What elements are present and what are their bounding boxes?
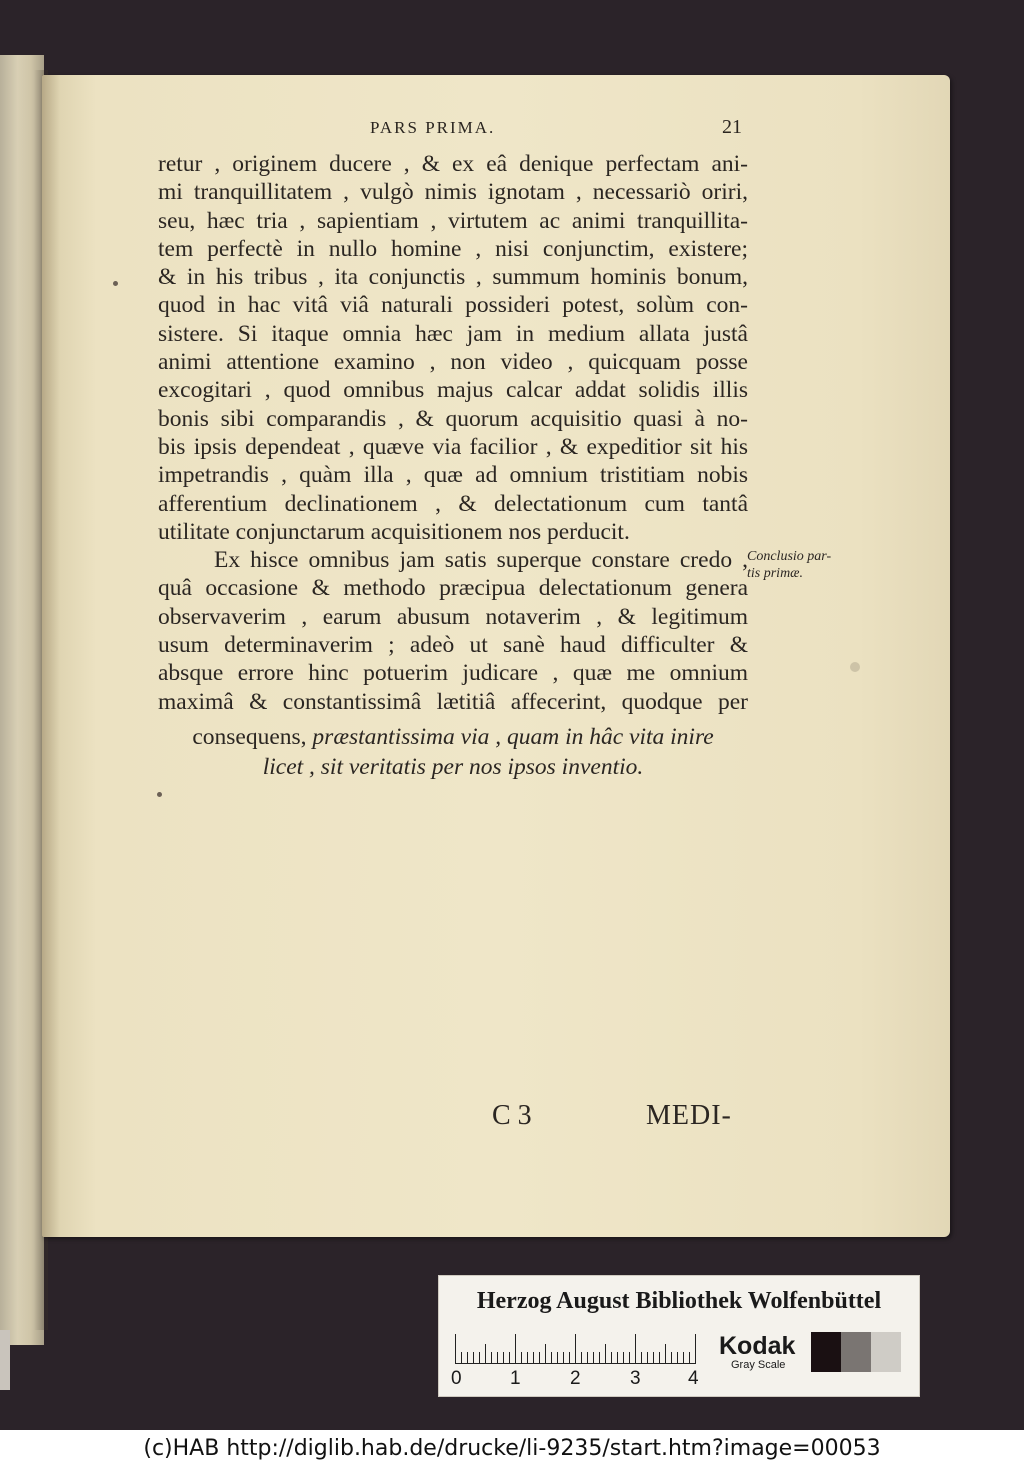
ruler-tick	[521, 1352, 522, 1364]
ruler-tick	[653, 1352, 654, 1364]
ruler-tick	[557, 1352, 558, 1364]
gray-swatch-dark	[811, 1332, 841, 1372]
ruler-tick	[491, 1352, 492, 1364]
ruler-tick	[545, 1344, 546, 1364]
ruler-tick	[695, 1334, 696, 1364]
ruler-tick	[659, 1352, 660, 1364]
text-line: animi attentione examino , non video , quicquam posse	[158, 349, 748, 376]
closing-line-1	[158, 722, 748, 752]
text-line: quod in hac vitâ viâ naturali possideri potest, solùm con-	[158, 292, 748, 319]
ruler-tick	[497, 1352, 498, 1364]
text-line: bonis sibi comparandis , & quorum acquisitio quasi à no-	[158, 405, 748, 432]
ruler-tick	[479, 1352, 480, 1364]
ruler-number: 0	[451, 1368, 462, 1389]
ruler-tick	[515, 1334, 516, 1364]
ruler-tick	[683, 1352, 684, 1364]
page-number: 21	[722, 116, 742, 138]
text-line: mi tranquillitatem , vulgò nimis ignotam , necessariò oriri,	[158, 179, 748, 206]
ruler-tick	[509, 1352, 510, 1364]
copyright-url: (c)HAB http://diglib.hab.de/drucke/li-9235/start.htm?image=00053	[143, 1436, 881, 1461]
text-line: sistere. Si itaque omnia hæc jam in medium allata justâ	[158, 320, 748, 347]
margin-dot	[157, 792, 162, 797]
text-line: maximâ & constantissimâ lætitiâ affecerint, quodque per	[158, 688, 748, 715]
gray-scale-caption: Gray Scale	[731, 1359, 786, 1371]
ruler-tick	[467, 1352, 468, 1364]
ruler-tick	[587, 1352, 588, 1364]
ruler-tick	[503, 1352, 504, 1364]
text-line: & in his tribus , ita conjunctis , summum hominis bonum,	[158, 264, 748, 291]
library-label	[438, 1275, 920, 1397]
marginal-note-line: Conclusio par-	[747, 549, 832, 564]
ruler-tick	[665, 1344, 666, 1364]
ruler-tick	[575, 1334, 576, 1364]
gray-swatch-light	[871, 1332, 901, 1372]
text-line: absque errore hinc potuerim judicare , quæ me omnium	[158, 660, 748, 687]
ruler-tick	[569, 1352, 570, 1364]
ruler-number: 3	[630, 1368, 641, 1389]
ruler-tick	[593, 1352, 594, 1364]
text-line: seu, hæc tria , sapientiam , virtutem ac animi tranquillita-	[158, 207, 748, 234]
closing-line-2: licet , sit veritatis per nos ipsos inventio.	[262, 754, 644, 780]
gray-swatch-mid	[841, 1332, 871, 1372]
scan-edge-tab	[0, 1330, 10, 1390]
ruler-tick	[671, 1352, 672, 1364]
ruler-number: 4	[688, 1368, 699, 1389]
catchword: MEDI-	[646, 1100, 732, 1131]
marginal-note-line: tis primæ.	[747, 566, 804, 581]
text-line: utilitate conjunctarum acquisitionem nos perducit.	[158, 518, 630, 545]
ruler-tick	[629, 1352, 630, 1364]
ruler-tick	[635, 1334, 636, 1364]
ruler-tick	[461, 1352, 462, 1364]
page-gutter	[42, 75, 60, 1237]
ruler-tick	[533, 1352, 534, 1364]
ruler-tick	[617, 1352, 618, 1364]
ruler-tick	[689, 1352, 690, 1364]
text-line: bis ipsis dependeat , quæve via facilior , & expeditior sit his	[158, 433, 748, 460]
measurement-ruler	[455, 1332, 695, 1364]
ruler-tick	[455, 1334, 456, 1364]
text-line: usum determinaverim ; adeò ut sanè haud difficulter &	[158, 632, 748, 659]
ruler-tick	[641, 1352, 642, 1364]
text-line: excogitari , quod omnibus majus calcar addat solidis illis	[158, 377, 748, 404]
signature-mark: C 3	[492, 1100, 532, 1131]
text-line: impetrandis , quàm illa , quæ ad omnium tristitiam nobis	[158, 462, 748, 489]
ruler-tick	[473, 1352, 474, 1364]
marginal-note	[747, 548, 867, 582]
paper-spot	[850, 662, 860, 672]
ruler-tick	[539, 1352, 540, 1364]
ruler-tick	[623, 1352, 624, 1364]
text-line: observaverim , earum abusum notaverim , & legitimum	[158, 603, 748, 630]
text-line: tem perfectè in nullo homine , nisi conjunctim, existere;	[158, 235, 748, 262]
text-line: retur , originem ducere , & ex eâ denique perfectam ani-	[158, 151, 748, 177]
closing-sentence	[158, 722, 748, 782]
library-name: Herzog August Bibliothek Wolfenbüttel	[476, 1288, 882, 1314]
text-line: Ex hisce omnibus jam satis superque constare credo ,	[214, 547, 748, 574]
closing-roman: consequens,	[192, 724, 307, 750]
ruler-tick	[551, 1352, 552, 1364]
ruler-tick	[605, 1344, 606, 1364]
text-line: quâ occasione & methodo præcipua delectationum genera	[158, 575, 748, 602]
ruler-tick	[677, 1352, 678, 1364]
ruler-number: 2	[570, 1368, 581, 1389]
main-text	[158, 150, 748, 716]
text-line: afferentium declinationem , & delectationum cum tantâ	[158, 490, 748, 517]
ruler-tick	[527, 1352, 528, 1364]
running-head: PARS PRIMA.	[370, 118, 496, 137]
ruler-tick	[599, 1352, 600, 1364]
ruler-tick	[563, 1352, 564, 1364]
kodak-brand: Kodak	[719, 1332, 796, 1360]
margin-dot	[113, 281, 118, 286]
ruler-tick	[611, 1352, 612, 1364]
ruler-tick	[485, 1344, 486, 1364]
ruler-tick	[581, 1352, 582, 1364]
closing-italic: præstantissima via , quam in hâc vita inire	[312, 724, 714, 750]
ruler-tick	[647, 1352, 648, 1364]
ruler-number: 1	[510, 1368, 521, 1389]
